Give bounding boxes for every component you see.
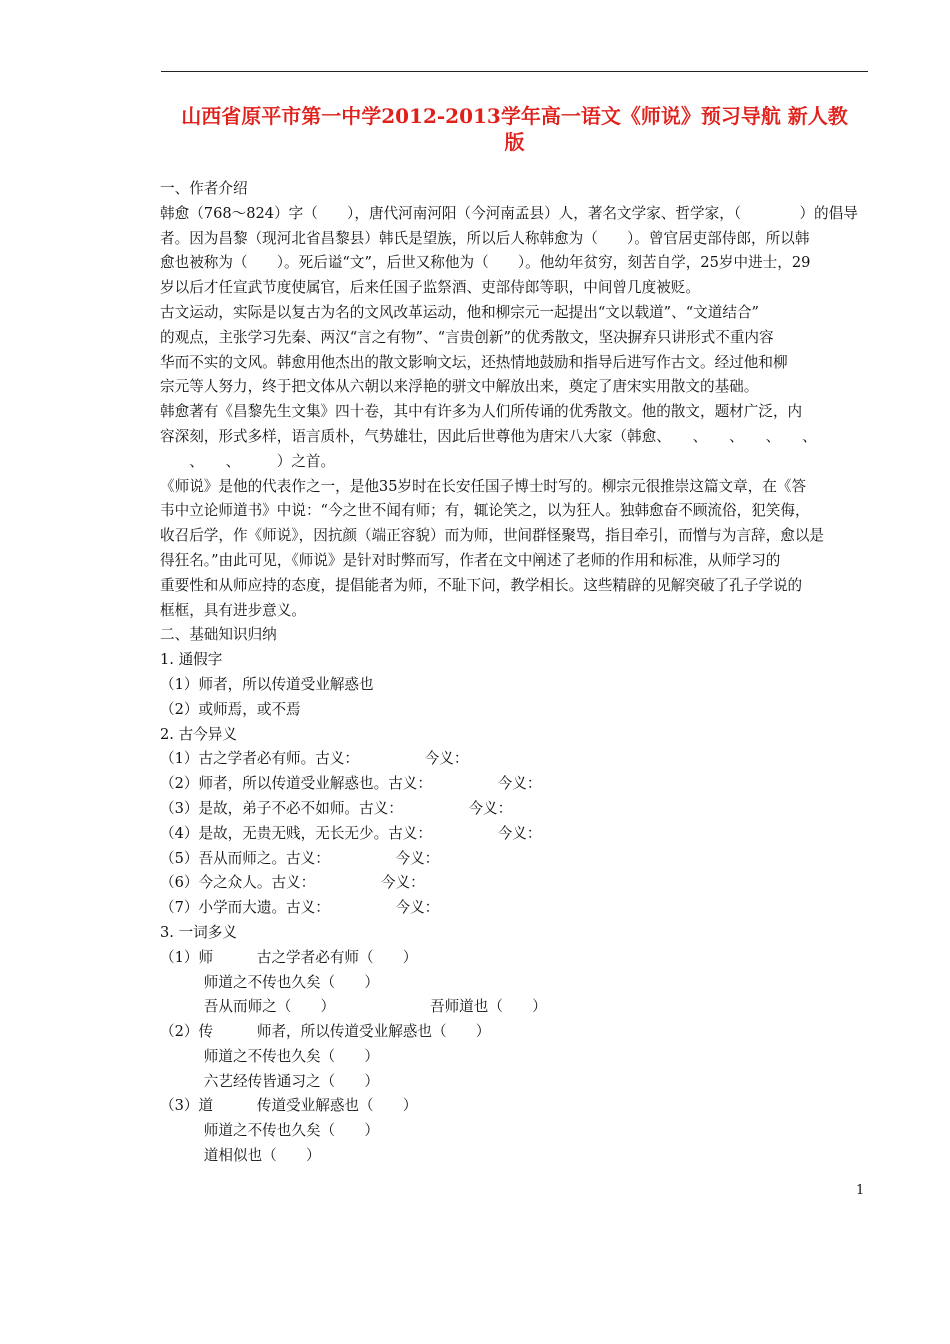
text-line: 岁以后才任宣武节度使属官，后来任国子监祭酒、吏部侍郎等职，中间曾几度被贬。	[160, 279, 700, 297]
text-line: 韩愈著有《昌黎先生文集》四十卷，其中有许多为人们所传诵的优秀散文。他的散文，题材广泛，内	[160, 403, 803, 421]
text-line: （2）师者，所以传道受业解惑也。古义： 今义：	[160, 775, 542, 793]
text-line: （2）或师焉，或不焉	[160, 700, 301, 718]
title-line-2: 版	[504, 130, 525, 154]
text-line: （7）小学而大遗。古义： 今义：	[160, 899, 440, 917]
page-number: 1	[856, 1183, 865, 1198]
text-line: 师道之不传也久矣（ ）	[160, 973, 379, 991]
text-line: 二、基础知识归纳	[160, 626, 277, 644]
text-line: 得狂名。”由此可见，《师说》是针对时弊而写，作者在文中阐述了老师的作用和标准，从师学习的	[160, 551, 781, 569]
text-line: 师道之不传也久矣（ ）	[160, 1122, 379, 1140]
text-line: 容深刻，形式多样，语言质朴，气势雄壮，因此后世尊他为唐宋八大家（韩愈、 、 、 、 、	[160, 427, 817, 445]
text-line: 者。因为昌黎（现河北省昌黎县）韩氏是望族，所以后人称韩愈为（ ）。曾官居吏部侍郎，所以韩	[160, 229, 810, 247]
text-line: 的观点，主张学习先秦、两汉“言之有物”、“言贵创新”的优秀散文，坚决摒弃只讲形式不重内容	[160, 328, 774, 346]
text-line: （1）古之学者必有师。古义： 今义：	[160, 750, 469, 768]
text-line: 收召后学，作《师说》，因抗颜（端正容貌）而为师，世间群怪聚骂，指目牵引，而憎与为言辞，愈以是	[160, 527, 825, 545]
text-line: 华而不实的文风。韩愈用他杰出的散文影响文坛，还热情地鼓励和指导后进写作古文。经过他和柳	[160, 353, 788, 371]
text-line: （2）传 师者，所以传道受业解惑也（ ）	[160, 1023, 491, 1041]
text-line: 1. 通假字	[160, 651, 223, 669]
document-body	[160, 177, 872, 1169]
text-line: 一、作者介绍	[160, 180, 248, 197]
text-line: 古文运动，实际是以复古为名的文风改革运动，他和柳宗元一起提出“文以载道”、“文道结合”	[160, 303, 760, 321]
text-line: 道相似也（ ）	[160, 1147, 321, 1165]
text-line: （4）是故，无贵无贱，无长无少。古义： 今义：	[160, 824, 542, 842]
text-line: 师道之不传也久矣（ ）	[160, 1047, 379, 1065]
text-line: （5）吾从而师之。古义： 今义：	[160, 849, 440, 867]
header-rule	[161, 71, 868, 72]
text-line: 宗元等人努力，终于把文体从六朝以来浮艳的骈文中解放出来，奠定了唐宋实用散文的基础。	[160, 378, 759, 396]
text-line: （1）师 古之学者必有师（ ）	[160, 948, 418, 966]
text-line: 愈也被称为（ ）。死后谥“文”，后世又称他为（ ）。他幼年贫穷，刻苦自学，25岁中进士，29	[160, 254, 811, 272]
document-title	[161, 103, 868, 155]
text-line: 2. 古今异义	[160, 725, 237, 743]
text-line: 《师说》是他的代表作之一，是他35岁时在长安任国子博士时写的。柳宗元很推崇这篇文章，在《答	[160, 477, 807, 495]
title-line-1: 山西省原平市第一中学2012-2013学年高一语文《师说》预习导航 新人教	[181, 104, 848, 128]
text-line: 重要性和从师应持的态度，提倡能者为师，不耻下问，教学相长。这些精辟的见解突破了孔子学说的	[160, 576, 803, 594]
text-line: 吾从而师之（ ） 吾师道也（ ）	[160, 998, 547, 1016]
text-line: 韩愈（768～824）字（ ），唐代河南河阳（今河南孟县）人，著名文学家、哲学家，（ ）的倡导	[160, 204, 858, 222]
text-line: 框框，具有进步意义。	[160, 601, 306, 619]
text-line: 六艺经传皆通习之（ ）	[160, 1072, 379, 1090]
text-line: 、 、 ）之首。	[160, 452, 336, 470]
text-line: （3）道 传道受业解惑也（ ）	[160, 1097, 418, 1115]
text-line: （1）师者，所以传道受业解惑也	[160, 675, 374, 693]
text-line: 3. 一词多义	[160, 923, 237, 941]
text-line: （6）今之众人。古义： 今义：	[160, 874, 425, 892]
text-line: 韦中立论师道书》中说：“今之世不闻有师；有，辄论笑之，以为狂人。独韩愈奋不顾流俗，犯笑侮，	[160, 502, 810, 520]
text-line: （3）是故，弟子不必不如师。古义： 今义：	[160, 799, 513, 817]
